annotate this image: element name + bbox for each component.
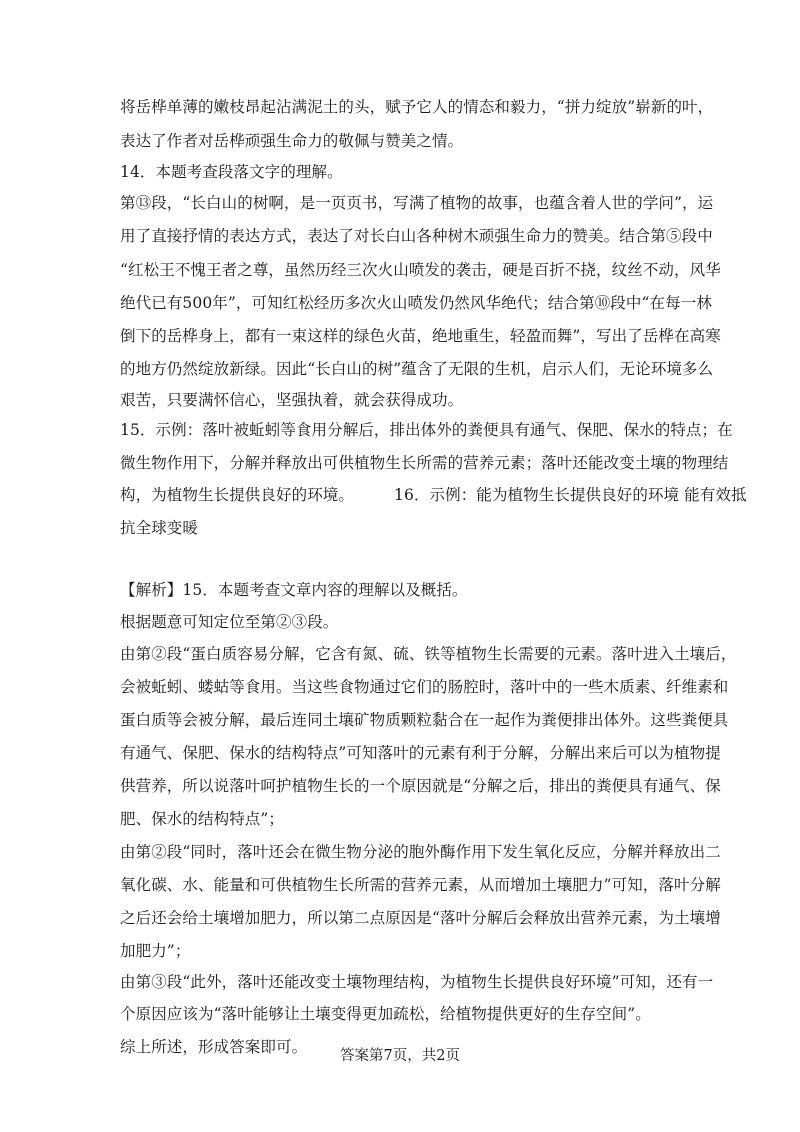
- text-line: 由第②段“蛋白质容易分解，它含有氮、硫、铁等植物生长需要的元素。落叶进入土壤后，: [120, 645, 737, 663]
- text-line: 第⑬段，“长白山的树啊，是一页页书，写满了植物的故事，也蕴含着人世的学问”，运: [120, 194, 714, 212]
- answer-line: 15．示例：落叶被蚯蚓等食用分解后，排出体外的粪便具有通气、保肥、保水的特点；在: [120, 421, 733, 439]
- text-line: 肥、保水的结构特点”；: [120, 810, 285, 828]
- text-line: 会被蚯蚓、蝼蛄等食用。当这些食物通过它们的肠腔时，落叶中的一些木质素、纤维素和: [120, 678, 729, 696]
- text-line: 的地方仍然绽放新绿。因此“长白山的树”蕴含了无限的生机，启示人们，无论环境多么: [120, 360, 714, 378]
- answer-line: [120, 484, 747, 506]
- text-line: 有通气、保肥、保水的结构特点”可知落叶的元素有利于分解，分解出来后可以为植物提: [120, 744, 721, 762]
- text-line: 由第②段“同时，落叶还会在微生物分泌的胞外酶作用下发生氧化反应，分解并释放出二: [120, 843, 721, 861]
- answer-16: 16．示例：能为植物生长提供良好的环境 能有效抵: [394, 486, 747, 504]
- text-line: 氧化碳、水、能量和可供植物生长所需的营养元素，从而增加土壤肥力”可知，落叶分解: [120, 876, 721, 894]
- text-line: 艰苦，只要满怀信心，坚强执着，就会获得成功。: [120, 391, 464, 409]
- answer-15-end: 构，为植物生长提供良好的环境。: [120, 486, 355, 504]
- text-line: 表达了作者对岳桦顽强生命力的敬佩与赞美之情。: [120, 132, 464, 150]
- page-footer: 答案第7页，共2页: [340, 1048, 460, 1064]
- text-line: 将岳桦单薄的嫩枝昂起沾满泥土的头，赋予它人的情态和毅力，“拼力绽放”崭新的叶，: [120, 98, 714, 116]
- text-line: 供营养，所以说落叶呵护植物生长的一个原因就是“分解之后，排出的粪便具有通气、保: [120, 777, 721, 795]
- question-heading: 14．本题考查段落文字的理解。: [120, 163, 343, 181]
- answer-line: 微生物作用下，分解并释放出可供植物生长所需的营养元素；落叶还能改变土壤的物理结: [120, 454, 729, 472]
- text-line: 综上所述，形成答案即可。: [120, 1038, 308, 1056]
- text-line: 倒下的岳桦身上，都有一束这样的绿色火苗，绝地重生，轻盈而舞”，写出了岳桦在高寒: [120, 327, 721, 345]
- text-line: 加肥力”；: [120, 942, 191, 960]
- text-line: 绝代已有500年”，可知红松经历多次火山喷发仍然风华绝代；结合第⑩段中“在每一林: [120, 294, 712, 312]
- text-line: 之后还会给土壤增加肥力，所以第二点原因是“落叶分解后会释放出营养元素，为土壤增: [120, 909, 721, 927]
- text-line: “红松王不愧王者之尊，虽然历经三次火山喷发的袭击，硬是百折不挠，纹丝不动，风华: [120, 261, 721, 279]
- text-line: 根据题意可知定位至第②③段。: [120, 613, 339, 631]
- text-line: 蛋白质等会被分解，最后连同土壤矿物质颗粒黏合在一起作为粪便排出体外。这些粪便具: [120, 711, 729, 729]
- text-line: 个原因应该为“落叶能够让土壤变得更加疏松，给植物提供更好的生存空间”。: [120, 1005, 651, 1023]
- answer-line: 抗全球变暖: [120, 519, 199, 537]
- analysis-heading: 【解析】15．本题考查文章内容的理解以及概括。: [120, 581, 468, 599]
- text-line: 由第③段“此外，落叶还能改变土壤物理结构，为植物生长提供良好环境”可知，还有一: [120, 973, 714, 991]
- text-line: 用了直接抒情的表达方式，表达了对长白山各种树木顽强生命力的赞美。结合第⑤段中: [120, 227, 713, 245]
